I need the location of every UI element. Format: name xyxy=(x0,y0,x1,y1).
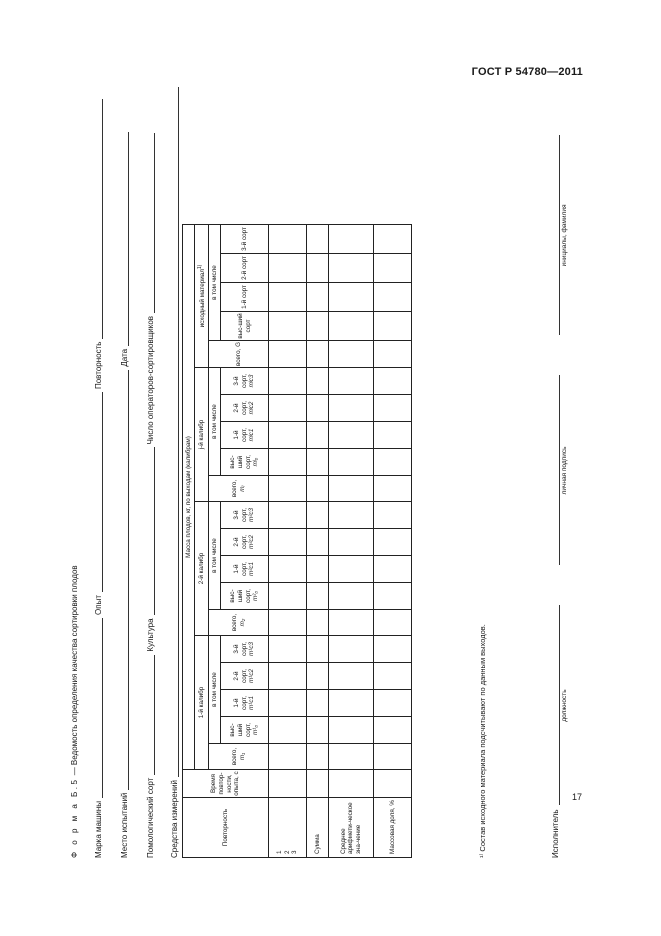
c1-s2 xyxy=(221,663,269,690)
form-line-3 xyxy=(146,130,155,858)
src-incl: в том числе xyxy=(209,225,221,341)
c2-s3 xyxy=(221,502,269,529)
cj-s3-symbol: mʲc3 xyxy=(248,374,256,388)
src-total: всего, G xyxy=(209,341,269,368)
signature-caption: личная подпись xyxy=(561,446,568,495)
c1-s1-label: 1-й сорт, xyxy=(233,695,248,711)
header-caliber-1: 1-й калибр xyxy=(195,636,209,770)
c2-top-label: выс-ший сорт, xyxy=(229,588,252,604)
c1-top-symbol: m¹₀ xyxy=(252,725,260,735)
cell[interactable] xyxy=(307,744,329,770)
cell[interactable] xyxy=(374,529,412,556)
header-caliber-2: 2-й калибр xyxy=(195,502,209,636)
cell[interactable] xyxy=(269,476,307,502)
cell[interactable] xyxy=(307,449,329,476)
cj-s2-symbol: mʲc2 xyxy=(248,401,256,415)
header-repetition: Повторность xyxy=(183,798,269,858)
header-time: Время повтор-ности, опыта, с xyxy=(183,770,269,798)
cell[interactable] xyxy=(269,529,307,556)
cell[interactable] xyxy=(374,422,412,449)
form-title-text: — Ведомость определения качества сортировки плодов xyxy=(70,565,79,776)
cell[interactable] xyxy=(307,476,329,502)
cell[interactable] xyxy=(374,341,412,368)
cj-s2-label: 2-й сорт, xyxy=(233,400,248,416)
cell[interactable] xyxy=(269,663,307,690)
cell[interactable] xyxy=(307,225,329,254)
c1-total-label: всего, xyxy=(230,747,238,766)
cell[interactable] xyxy=(374,502,412,529)
cj-top-symbol: mʲ₀ xyxy=(252,457,260,467)
cell[interactable] xyxy=(329,717,374,744)
cell[interactable] xyxy=(374,254,412,283)
cell[interactable] xyxy=(307,583,329,610)
cj-s2 xyxy=(221,395,269,422)
c2-total-label: всего, xyxy=(230,613,238,632)
cell[interactable] xyxy=(329,422,374,449)
cell[interactable] xyxy=(307,663,329,690)
cell[interactable] xyxy=(374,610,412,636)
cj-total xyxy=(209,476,269,502)
cell[interactable] xyxy=(307,770,329,798)
c2-total-symbol: m₂ xyxy=(238,618,246,627)
cj-incl: в том числе xyxy=(209,368,221,476)
pomo-sort-blank[interactable] xyxy=(146,655,155,775)
cell[interactable] xyxy=(307,422,329,449)
c2-s3-label: 3-й сорт, xyxy=(233,507,248,523)
cell[interactable] xyxy=(329,583,374,610)
signature-line xyxy=(550,88,568,858)
c1-total-symbol: m₁ xyxy=(238,752,246,761)
cell[interactable] xyxy=(307,610,329,636)
form-title-prefix: Ф о р м а Б.5 xyxy=(70,777,79,858)
cell[interactable] xyxy=(269,770,307,798)
c2-s2-label: 2-й сорт, xyxy=(233,534,248,550)
cj-total-label: всего, xyxy=(230,479,238,498)
machine-label: Марка машины xyxy=(94,800,103,858)
cell[interactable] xyxy=(269,690,307,717)
cell[interactable] xyxy=(307,254,329,283)
form-line-4 xyxy=(170,84,179,858)
c1-incl: в том числе xyxy=(209,636,221,744)
cell[interactable] xyxy=(329,690,374,717)
cell[interactable] xyxy=(374,368,412,395)
c2-s1 xyxy=(221,556,269,583)
position-blank[interactable] xyxy=(550,605,568,805)
cell[interactable] xyxy=(307,283,329,312)
cell[interactable] xyxy=(329,636,374,663)
cell[interactable] xyxy=(374,690,412,717)
cell[interactable] xyxy=(269,636,307,663)
c1-s3-symbol: m¹c3 xyxy=(248,642,256,656)
place-blank[interactable] xyxy=(120,370,129,790)
cell[interactable] xyxy=(307,690,329,717)
row-repetitions: 1 2 3 xyxy=(269,798,307,858)
operators-label: Число операторов-сортировщиков xyxy=(146,315,155,445)
cell[interactable] xyxy=(329,744,374,770)
cell[interactable] xyxy=(269,449,307,476)
place-label: Место испытаний xyxy=(120,792,129,858)
cell[interactable] xyxy=(374,225,412,254)
cell[interactable] xyxy=(374,283,412,312)
cell[interactable] xyxy=(374,636,412,663)
cell[interactable] xyxy=(329,502,374,529)
cell[interactable] xyxy=(269,610,307,636)
signature-blank[interactable] xyxy=(550,375,568,565)
cell[interactable] xyxy=(329,225,374,254)
cell[interactable] xyxy=(269,422,307,449)
c2-incl: в том числе xyxy=(209,502,221,610)
cell[interactable] xyxy=(374,476,412,502)
cell[interactable] xyxy=(269,744,307,770)
cell[interactable] xyxy=(374,717,412,744)
row-mean: Среднее арифмети-ческое зна-чение xyxy=(329,798,374,858)
cell[interactable] xyxy=(329,449,374,476)
cj-top-label: выс-ший сорт, xyxy=(229,454,252,470)
cell[interactable] xyxy=(269,502,307,529)
experiment-blank[interactable] xyxy=(94,392,103,592)
cj-s1-label: 1-й сорт, xyxy=(233,427,248,443)
cell[interactable] xyxy=(269,254,307,283)
cell[interactable] xyxy=(329,368,374,395)
cell[interactable] xyxy=(307,368,329,395)
cell[interactable] xyxy=(329,312,374,341)
culture-label: Культура xyxy=(146,618,155,652)
cj-s1-symbol: mʲc1 xyxy=(248,428,256,442)
quality-table xyxy=(182,224,412,858)
c1-s1-symbol: m¹c1 xyxy=(248,696,256,710)
form-title xyxy=(70,565,79,858)
cell[interactable] xyxy=(329,476,374,502)
page-number: 17 xyxy=(572,792,583,802)
c1-s3 xyxy=(221,636,269,663)
footnote: ¹⁾ Состав исходного материала подсчитывают по данным выходов. xyxy=(478,624,487,858)
src-s3: 3-й сорт xyxy=(221,225,269,254)
src-top: выс-ший сорт xyxy=(221,312,269,341)
repetition-label: Повторность xyxy=(94,341,103,390)
cell[interactable] xyxy=(329,341,374,368)
cell[interactable] xyxy=(307,395,329,422)
cell[interactable] xyxy=(307,556,329,583)
cell[interactable] xyxy=(329,529,374,556)
cell[interactable] xyxy=(269,368,307,395)
c2-top xyxy=(221,583,269,610)
cell[interactable] xyxy=(269,395,307,422)
c1-s3-label: 3-й сорт, xyxy=(233,641,248,657)
header-source-material-text: исходный материал xyxy=(198,269,206,328)
date-label: Дата xyxy=(120,348,129,367)
cell[interactable] xyxy=(269,341,307,368)
instruments-label: Средства измерений xyxy=(170,779,179,858)
header-caliber-j: j-й калибр xyxy=(195,368,209,502)
cell[interactable] xyxy=(269,312,307,341)
cell[interactable] xyxy=(307,312,329,341)
operators-blank[interactable] xyxy=(146,133,155,313)
cell[interactable] xyxy=(307,717,329,744)
cj-s3 xyxy=(221,368,269,395)
machine-blank[interactable] xyxy=(94,618,103,798)
c1-s2-label: 2-й сорт, xyxy=(233,668,248,684)
cj-total-symbol: mⱼ xyxy=(238,485,246,492)
c2-total xyxy=(209,610,269,636)
cell[interactable] xyxy=(374,663,412,690)
cell[interactable] xyxy=(329,663,374,690)
cell[interactable] xyxy=(329,610,374,636)
form-line-1 xyxy=(94,96,103,858)
cell[interactable] xyxy=(329,770,374,798)
name-blank[interactable] xyxy=(550,135,568,335)
cell[interactable] xyxy=(374,770,412,798)
c2-s2-symbol: m²c2 xyxy=(248,535,256,549)
cell[interactable] xyxy=(374,449,412,476)
cell[interactable] xyxy=(329,254,374,283)
cell[interactable] xyxy=(374,583,412,610)
header-mass: Масса плодов, кг, по выходам (калибрам) xyxy=(183,225,195,770)
repetition-blank[interactable] xyxy=(94,99,103,339)
c1-top-label: выс-ший сорт, xyxy=(229,722,252,738)
cell[interactable] xyxy=(269,556,307,583)
cj-top xyxy=(221,449,269,476)
form-line-2 xyxy=(120,129,129,858)
row-mass-share: Массовая доля, % xyxy=(374,798,412,858)
c2-s1-label: 1-й сорт, xyxy=(233,561,248,577)
header-source-material xyxy=(195,225,209,368)
cell[interactable] xyxy=(307,529,329,556)
c1-s2-symbol: m¹c2 xyxy=(248,669,256,683)
cj-s3-label: 3-й сорт, xyxy=(233,373,248,389)
cell[interactable] xyxy=(307,636,329,663)
cell[interactable] xyxy=(307,341,329,368)
cell[interactable] xyxy=(329,283,374,312)
culture-blank[interactable] xyxy=(146,447,155,615)
c1-top xyxy=(221,717,269,744)
date-blank[interactable] xyxy=(120,132,129,346)
c1-s1 xyxy=(221,690,269,717)
cell[interactable] xyxy=(269,583,307,610)
c2-s3-symbol: m²c3 xyxy=(248,508,256,522)
document-header-gost: ГОСТ Р 54780—2011 xyxy=(471,66,583,78)
cell[interactable] xyxy=(374,312,412,341)
rotated-form xyxy=(70,88,568,858)
cell[interactable] xyxy=(307,502,329,529)
c2-top-symbol: m²₀ xyxy=(252,591,260,601)
cell[interactable] xyxy=(374,744,412,770)
cell[interactable] xyxy=(374,556,412,583)
cell[interactable] xyxy=(329,556,374,583)
c2-s2 xyxy=(221,529,269,556)
cell[interactable] xyxy=(269,717,307,744)
cj-s1 xyxy=(221,422,269,449)
cell[interactable] xyxy=(374,395,412,422)
cell[interactable] xyxy=(329,395,374,422)
executor-label: Исполнитель xyxy=(550,809,560,858)
name-caption: инициалы, фамилия xyxy=(561,204,568,267)
src-s1: 1-й сорт xyxy=(221,283,269,312)
pomo-sort-label: Помологический сорт xyxy=(146,777,155,858)
position-caption: должность xyxy=(561,689,568,722)
cell[interactable] xyxy=(269,283,307,312)
footnote-ref: 1) xyxy=(196,264,203,270)
src-s2: 2-й сорт xyxy=(221,254,269,283)
instruments-blank[interactable] xyxy=(170,87,179,777)
c1-total xyxy=(209,744,269,770)
experiment-label: Опыт xyxy=(94,595,103,615)
cell[interactable] xyxy=(269,225,307,254)
c2-s1-symbol: m²c1 xyxy=(248,562,256,576)
row-sum: Сумма xyxy=(307,798,329,858)
